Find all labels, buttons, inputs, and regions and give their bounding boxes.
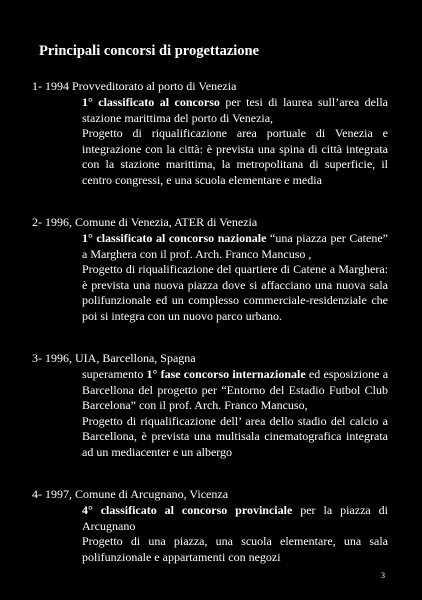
entry-3-award-rest: ed esposizione a Barcellona del progetto per “Entorno del Estadio Futbol Club Barcelona” con il prof. Arch. Franco Mancuso, bbox=[82, 367, 389, 412]
entry-1-award: 1° classificato al concorso bbox=[82, 95, 220, 109]
entry-1-award-paragraph bbox=[82, 95, 388, 126]
entry-3-award-paragraph bbox=[82, 367, 388, 414]
entry-1-award-rest: per tesi di laurea sull’area della stazione marittima del porto di Venezia, bbox=[82, 95, 388, 125]
entry-2-award-paragraph bbox=[82, 231, 388, 262]
page-title: Principali concorsi di progettazione bbox=[39, 43, 260, 59]
entry-4-body bbox=[82, 503, 388, 565]
entry-3-award-pre: superamento bbox=[82, 367, 147, 381]
entry-4-heading: 4- 1997, Comune di Arcugnano, Vicenza bbox=[32, 487, 229, 501]
entry-4-award: 4° classificato al concorso provinciale bbox=[82, 503, 293, 517]
entry-4-award-rest: per la piazza di Arcugnano bbox=[82, 503, 388, 533]
entry-1-body bbox=[82, 95, 388, 188]
page-number: 3 bbox=[381, 571, 385, 580]
entry-3-description: Progetto di riqualificazione dell’ area dello stadio del calcio a Barcellona, è prevista una multisala cinematografica integrata ad un mediacenter e un albergo bbox=[82, 413, 388, 459]
entry-1-heading: 1- 1994 Provveditorato al porto di Venezia bbox=[32, 79, 237, 93]
entry-1-description: Progetto di riqualificazione area portuale di Venezia e integrazione con la città: è prevista una spina di città integrata con la stazione marittima, la metropolitana di superficie, il centro congressi, e una scuola elementare e media bbox=[82, 126, 388, 187]
entry-3-heading: 3- 1996, UIA, Barcellona, Spagna bbox=[32, 351, 196, 365]
entry-2-description: Progetto di riqualificazione del quartiere di Catene a Marghera: è prevista una nuova piazza dove si affacciano una nuova sala polifunzionale ed un complesso commerciale-residenziale che poi si integra con un nuovo parco urbano. bbox=[82, 262, 388, 323]
entry-4-award-paragraph bbox=[82, 503, 388, 534]
entry-4-description: Progetto di una piazza, una scuola elementare, una sala polifunzionale e appartamenti con negozi bbox=[82, 534, 388, 564]
entry-3-body bbox=[82, 367, 388, 460]
entry-2-heading: 2- 1996, Comune di Venezia, ATER di Venezia bbox=[32, 215, 258, 229]
entry-3-award: 1° fase concorso internazionale bbox=[146, 367, 306, 381]
entry-2-award: 1° classificato al concorso nazionale bbox=[82, 231, 267, 245]
entry-2-award-rest: “una piazza per Catene” a Marghera con il prof. Arch. Franco Mancuso , bbox=[82, 231, 388, 261]
entry-2-body bbox=[82, 231, 388, 324]
